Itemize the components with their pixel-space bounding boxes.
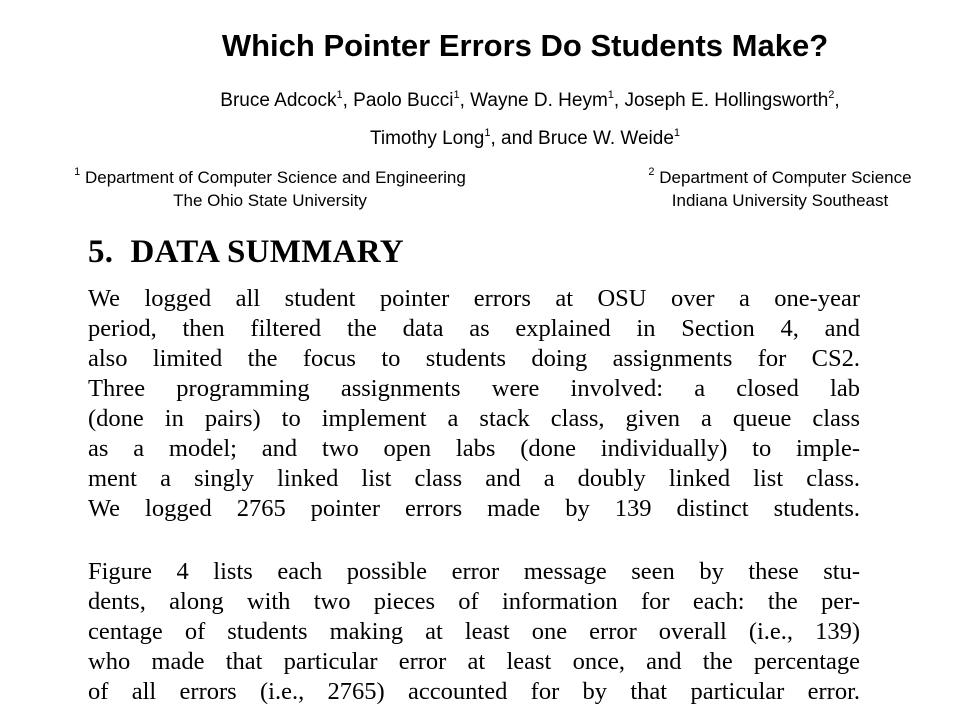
author-name: Joseph E. Hollingsworth [624, 90, 829, 111]
text-line: of all errors (i.e., 2765) accounted for by that particular error. [88, 678, 860, 705]
affiliation-institution: The Ohio State University [173, 191, 367, 210]
text-line: as a model; and two open labs (done individually) to imple- [88, 435, 860, 462]
text-line: who made that particular error at least once, and the percentage [88, 648, 860, 675]
text-line: centage of students making at least one error overall (i.e., 139) [88, 618, 860, 645]
author-name: Paolo Bucci [353, 90, 454, 111]
text-line: (done in pairs) to implement a stack class, given a queue class [88, 405, 860, 432]
author-name: Timothy Long [369, 128, 485, 149]
author-separator: , [342, 90, 354, 111]
affiliation-marker: 2 [648, 166, 655, 178]
author-affil-marker: 1 [453, 89, 460, 101]
text-line: We logged 2765 pointer errors made by 139 distinct students. [88, 495, 860, 522]
affiliation-institution: Indiana University Southeast [671, 191, 889, 210]
author-affil-marker: 1 [673, 127, 681, 139]
text-line: We logged all student pointer errors at OSU over a one-year [88, 285, 860, 312]
author-separator: , [613, 90, 625, 111]
author-separator: , and [490, 128, 539, 149]
affiliation-department: Department of Computer Science and Engineering [85, 168, 466, 187]
text-line: Figure 4 lists each possible error message seen by these stu- [88, 558, 860, 585]
paper-title: Which Pointer Errors Do Students Make? [221, 28, 829, 63]
author-name: Bruce Adcock [220, 90, 337, 111]
text-line: period, then filtered the data as explained in Section 4, and [88, 315, 860, 342]
author-separator: , [834, 90, 840, 111]
affiliation-2 [610, 166, 950, 212]
author-name: Bruce W. Weide [538, 128, 674, 149]
affiliation-department: Department of Computer Science [659, 168, 912, 187]
author-affil-marker: 2 [828, 89, 835, 101]
author-affil-marker: 1 [607, 89, 614, 101]
affiliation-marker: 1 [74, 166, 81, 178]
author-line-2 [90, 126, 960, 152]
paragraph-1 [88, 284, 860, 524]
author-affil-marker: 1 [484, 127, 491, 139]
text-line: also limited the focus to students doing assignments for CS2. [88, 345, 860, 372]
text-line: ment a singly linked list class and a doubly linked list class. [88, 465, 860, 492]
text-line: Three programming assignments were involved: a closed lab [88, 375, 860, 402]
author-affil-marker: 1 [336, 89, 343, 101]
text-line: dents, along with two pieces of information for each: the per- [88, 588, 860, 615]
paragraph-2 [88, 557, 860, 707]
author-name: Wayne D. Heym [470, 90, 608, 111]
author-line-1 [95, 88, 960, 114]
author-separator: , [459, 90, 471, 111]
section-heading: 5. DATA SUMMARY [88, 234, 404, 270]
affiliation-1 [30, 166, 510, 212]
